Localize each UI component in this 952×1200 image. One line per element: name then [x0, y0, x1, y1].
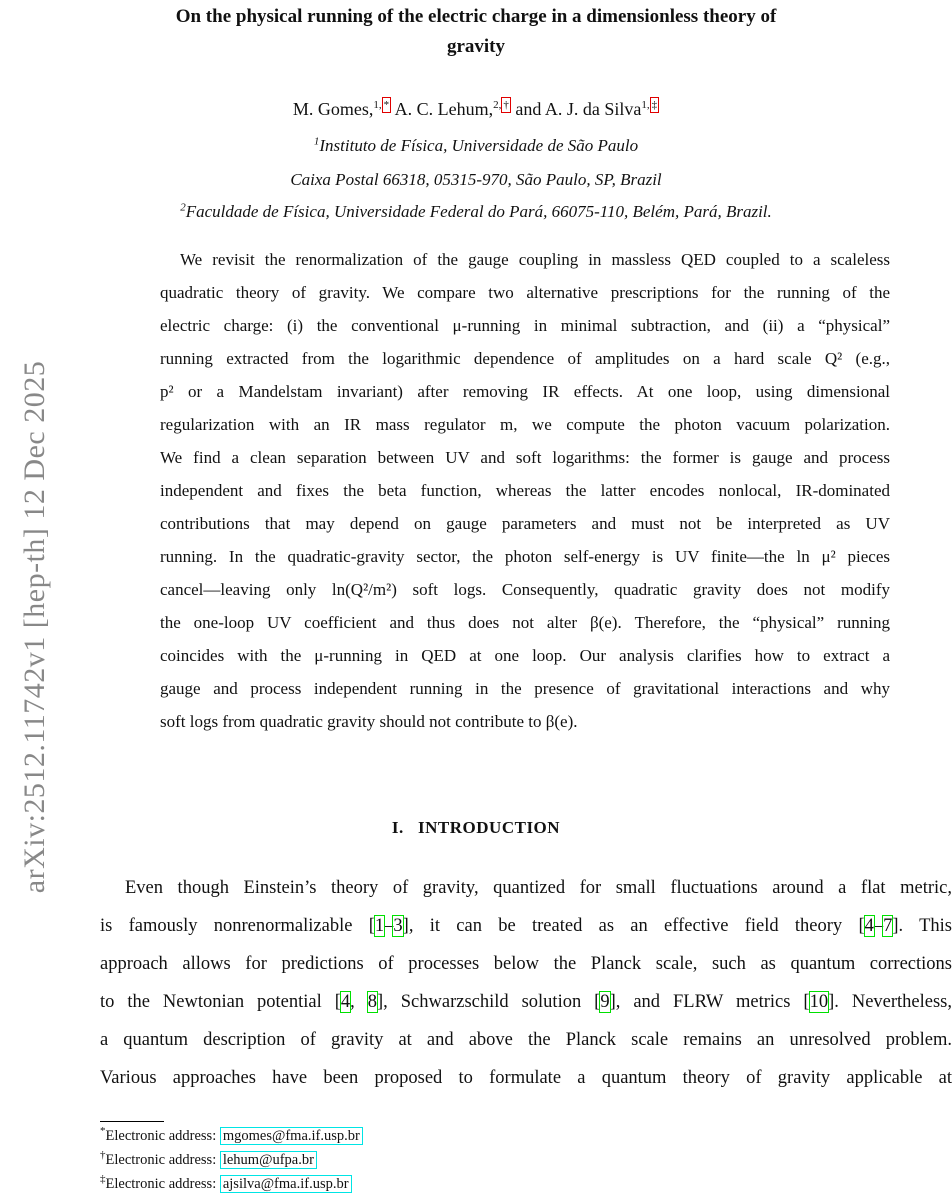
intro-line	[100, 992, 952, 1013]
abstract-line: independent and fixes the beta function, whereas the latter encodes nonlocal, IR-dominated	[160, 481, 890, 500]
footnote-link[interactable]: ‡	[651, 99, 658, 111]
abstract-line: electric charge: (i) the conventional μ-running in minimal subtraction, and (ii) a “physical”	[160, 316, 890, 335]
affiliation-text: Instituto de Física, Universidade de São Paulo	[319, 136, 639, 155]
affiliation-number: 2	[180, 201, 186, 214]
affiliation-text: Caixa Postal 66318, 05315-970, São Paulo, SP, Brazil	[290, 170, 662, 189]
intro-line	[100, 1030, 952, 1051]
abstract-line: soft logs from quadratic gravity should not contribute to β(e).	[160, 712, 578, 731]
affiliation-2	[0, 202, 952, 222]
affiliation-text: Faculdade de Física, Universidade Federal do Pará, 66075-110, Belém, Pará, Brazil.	[185, 202, 772, 221]
author-name: M. Gomes,	[292, 99, 374, 119]
citation-link[interactable]: 1	[374, 916, 385, 936]
intro-text: Even though Einstein’s theory of gravity, quantized for small fluctuations around a flat metric,	[125, 878, 952, 898]
footnote-label: Electronic address:	[105, 1152, 220, 1168]
citation-link[interactable]: 4	[340, 992, 351, 1012]
arxiv-identifier: arXiv:2512.11742v1 [hep-th] 12 Dec 2025	[18, 360, 51, 894]
intro-text: ,	[350, 992, 368, 1012]
intro-text: –	[873, 916, 884, 936]
footnote-mark: *	[100, 1125, 106, 1138]
intro-line	[100, 916, 952, 937]
footnote-rule	[100, 1121, 164, 1122]
intro-line	[100, 954, 952, 975]
email-link[interactable]: ajsilva@fma.if.usp.br	[220, 1175, 352, 1193]
intro-line	[125, 878, 952, 899]
footnote-link[interactable]: *	[383, 99, 390, 111]
abstract-line: coincides with the μ-running in QED at one loop. Our analysis clarifies how to extract a	[160, 646, 890, 665]
intro-text: ]. This	[892, 916, 952, 936]
intro-text: ], Schwarzschild solution [	[377, 992, 601, 1012]
paper-title-line-1: On the physical running of the electric charge in a dimensionless theory of	[175, 6, 777, 27]
author-name: A. C. Lehum,	[394, 99, 494, 119]
affiliation-1-address	[0, 170, 952, 190]
abstract-line: We revisit the renormalization of the gauge coupling in massless QED coupled to a scaleless	[180, 250, 890, 269]
footnote-label: Electronic address:	[105, 1176, 220, 1192]
footnote	[100, 1173, 352, 1193]
intro-text: a quantum description of gravity at and above the Planck scale remains an unresolved problem.	[100, 1030, 952, 1050]
affiliation-ref: 1,	[641, 99, 650, 111]
section-heading: I. INTRODUCTION	[391, 818, 561, 837]
footnote	[100, 1149, 317, 1169]
abstract-line: contributions that may depend on gauge parameters and must not be interpreted as UV	[160, 514, 890, 533]
abstract-line: p² or a Mandelstam invariant) after removing IR effects. At one loop, using dimensional	[160, 382, 890, 401]
footnote-link[interactable]: †	[503, 99, 509, 111]
abstract-line: cancel—leaving only ln(Q²/m²) soft logs. Consequently, quadratic gravity does not modify	[160, 580, 890, 599]
intro-text: ]. Nevertheless,	[828, 992, 952, 1012]
intro-text: approach allows for predictions of processes below the Planck scale, such as quantum corrections	[100, 954, 952, 974]
intro-text: ], and FLRW metrics [	[609, 992, 810, 1012]
email-link[interactable]: mgomes@fma.if.usp.br	[220, 1127, 363, 1145]
intro-text: to the Newtonian potential [	[100, 992, 341, 1012]
citation-link[interactable]: 4	[864, 916, 874, 936]
intro-line	[100, 1068, 952, 1089]
affiliation-1	[0, 136, 952, 156]
abstract-line: We find a clean separation between UV and soft logarithms: the former is gauge and process	[160, 448, 890, 467]
abstract-line: running. In the quadratic-gravity sector, the photon self-energy is UV finite—the ln μ² pieces	[160, 547, 890, 566]
intro-text: –	[384, 916, 394, 936]
intro-text: is famously nonrenormalizable [	[100, 916, 375, 936]
citation-link[interactable]: 7	[883, 916, 893, 936]
author-list	[0, 97, 952, 120]
affiliation-number: 1	[313, 135, 320, 148]
footnote-label: Electronic address:	[105, 1128, 220, 1144]
intro-text: Various approaches have been proposed to formulate a quantum theory of gravity applicable at	[100, 1068, 952, 1088]
footnote-mark: ‡	[100, 1173, 106, 1186]
paper-title-line-2: gravity	[446, 36, 506, 57]
citation-link[interactable]: 3	[393, 916, 403, 936]
author-name: and A. J. da Silva	[515, 99, 642, 119]
footnote-mark: †	[100, 1149, 106, 1162]
email-link[interactable]: lehum@ufpa.br	[220, 1151, 317, 1169]
citation-link[interactable]: 9	[600, 992, 610, 1012]
abstract-line: running extracted from the logarithmic dependence of amplitudes on a hard scale Q² (e.g.,	[160, 349, 890, 368]
intro-text: ], it can be treated as an effective field theory [	[402, 916, 865, 936]
abstract-line: quadratic theory of gravity. We compare two alternative prescriptions for the running of the	[160, 283, 890, 302]
citation-link[interactable]: 10	[809, 992, 829, 1012]
abstract-line: regularization with an IR mass regulator m, we compute the photon vacuum polarization.	[160, 415, 890, 434]
abstract-line: the one-loop UV coefficient and thus does not alter β(e). Therefore, the “physical” running	[160, 613, 890, 632]
footnote	[100, 1125, 363, 1145]
abstract-line: gauge and process independent running in the presence of gravitational interactions and why	[160, 679, 890, 698]
affiliation-ref: 2,	[493, 99, 502, 111]
citation-link[interactable]: 8	[367, 992, 377, 1012]
affiliation-ref: 1,	[373, 99, 382, 111]
